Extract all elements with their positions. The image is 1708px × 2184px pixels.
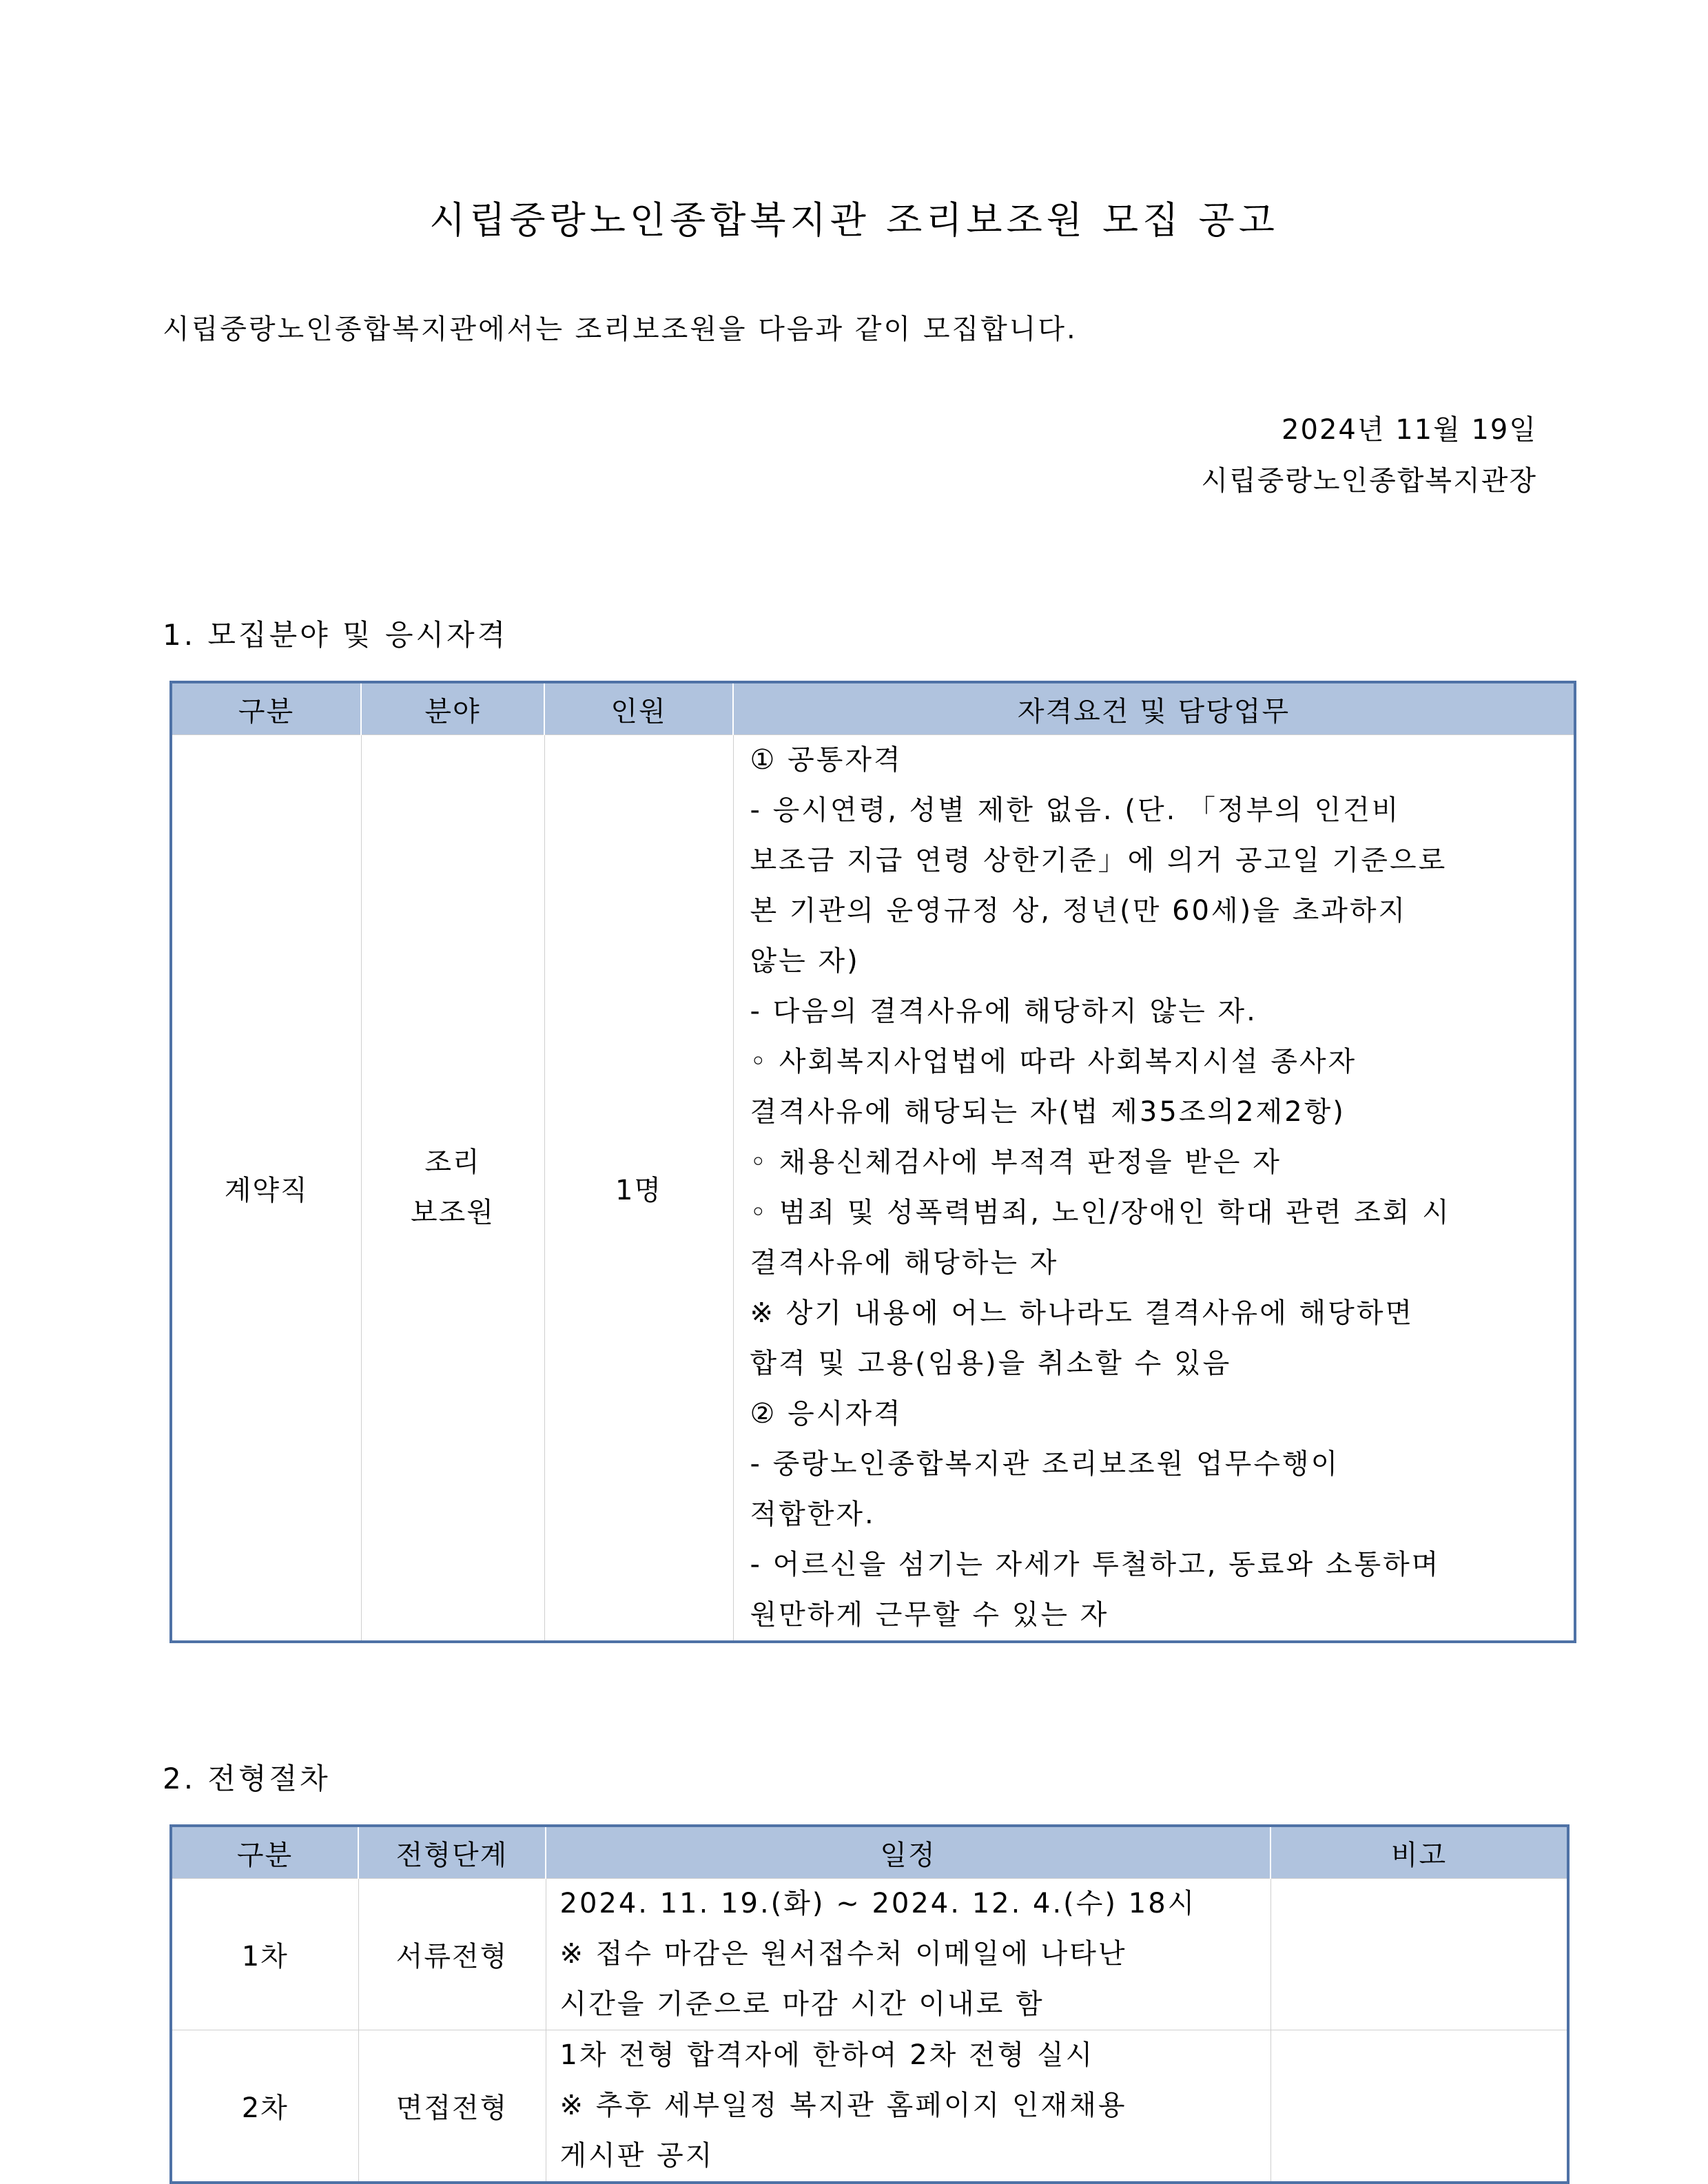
requirement-line: ◦ 채용신체검사에 부적격 판정을 받은 자 <box>750 1146 1282 1178</box>
header-count: 인원 <box>544 682 733 735</box>
cell-requirements <box>733 735 1575 1642</box>
table-row <box>171 2030 1568 2183</box>
requirement-line: ※ 상기 내용에 어느 하나라도 결격사유에 해당하면 <box>750 1297 1414 1329</box>
header-order: 구분 <box>171 1826 358 1879</box>
requirement-line: 원만하게 근무할 수 있는 자 <box>750 1599 1109 1631</box>
procedure-table <box>169 1824 1570 2184</box>
page-title: 시립중랑노인종합복지관 조리보조원 모집 공고 <box>429 198 1279 242</box>
requirement-line: 결격사유에 해당하는 자 <box>750 1247 1059 1279</box>
table-header-row <box>171 682 1575 735</box>
requirement-line: 합격 및 고용(임용)을 취소할 수 있음 <box>750 1348 1232 1379</box>
requirement-line: - 어르신을 섬기는 자세가 투철하고, 동료와 소통하며 <box>750 1549 1441 1580</box>
requirement-line: 본 기관의 운영규정 상, 정년(만 60세)을 초과하지 <box>750 895 1408 927</box>
requirement-line: 보조금 지급 연령 상한기준」에 의거 공고일 기준으로 <box>750 845 1448 876</box>
requirement-line: ① 공통자격 <box>750 744 903 776</box>
header-field: 분야 <box>361 682 544 735</box>
requirement-line: - 응시연령, 성별 제한 없음. (단. 「정부의 인건비 <box>750 794 1401 826</box>
table-header-row <box>171 1826 1568 1879</box>
schedule-line: 1차 전형 합격자에 한하여 2차 전형 실시 <box>559 2039 1095 2071</box>
field-line: 조리 <box>424 1146 481 1178</box>
table-row <box>171 735 1575 1642</box>
requirement-line: 않는 자) <box>750 945 860 977</box>
cell-count: 1명 <box>544 735 733 1642</box>
header-stage: 전형단계 <box>358 1826 546 1879</box>
header-requirements: 자격요건 및 담당업무 <box>733 682 1575 735</box>
cell-note <box>1270 1879 1568 2030</box>
schedule-line: 시간을 기준으로 마감 시간 이내로 함 <box>559 1988 1045 2020</box>
cell-schedule <box>546 2030 1270 2183</box>
requirement-line: ◦ 사회복지사업법에 따라 사회복지시설 종사자 <box>750 1046 1357 1078</box>
table-row <box>171 1879 1568 2030</box>
header-schedule: 일정 <box>546 1826 1270 1879</box>
cell-order: 1차 <box>171 1879 358 2030</box>
schedule-line: 게시판 공지 <box>559 2140 714 2172</box>
recruitment-table <box>169 681 1576 1643</box>
requirement-line: ◦ 범죄 및 성폭력범죄, 노인/장애인 학대 관련 조회 시 <box>750 1197 1451 1228</box>
requirement-line: 적합한자. <box>750 1498 876 1530</box>
signature: 시립중랑노인종합복지관장 <box>1201 465 1537 497</box>
section1-heading: 1. 모집분야 및 응시자격 <box>163 618 508 652</box>
intro-text: 시립중랑노인종합복지관에서는 조리보조원을 다음과 같이 모집합니다. <box>163 313 1078 345</box>
schedule-line: 2024. 11. 19.(화) ~ 2024. 12. 4.(수) 18시 <box>559 1888 1197 1919</box>
cell-stage: 서류전형 <box>358 1879 546 2030</box>
requirement-line: 결격사유에 해당되는 자(법 제35조의2제2항) <box>750 1096 1346 1128</box>
cell-note <box>1270 2030 1568 2183</box>
schedule-line: ※ 추후 세부일정 복지관 홈페이지 인재채용 <box>559 2090 1127 2121</box>
header-note: 비고 <box>1270 1826 1568 1879</box>
cell-order: 2차 <box>171 2030 358 2183</box>
requirement-line: ② 응시자격 <box>750 1398 903 1430</box>
cell-schedule <box>546 1879 1270 2030</box>
cell-field <box>361 735 544 1642</box>
field-line: 보조원 <box>411 1197 495 1228</box>
schedule-line: ※ 접수 마감은 원서접수처 이메일에 나타난 <box>559 1938 1127 1970</box>
header-type: 구분 <box>171 682 361 735</box>
cell-stage: 면접전형 <box>358 2030 546 2183</box>
requirement-line: - 다음의 결격사유에 해당하지 않는 자. <box>750 996 1257 1027</box>
requirement-line: - 중랑노인종합복지관 조리보조원 업무수행이 <box>750 1448 1340 1480</box>
section2-heading: 2. 전형절차 <box>163 1762 331 1795</box>
announcement-date: 2024년 11월 19일 <box>1282 414 1537 446</box>
cell-type: 계약직 <box>171 735 361 1642</box>
